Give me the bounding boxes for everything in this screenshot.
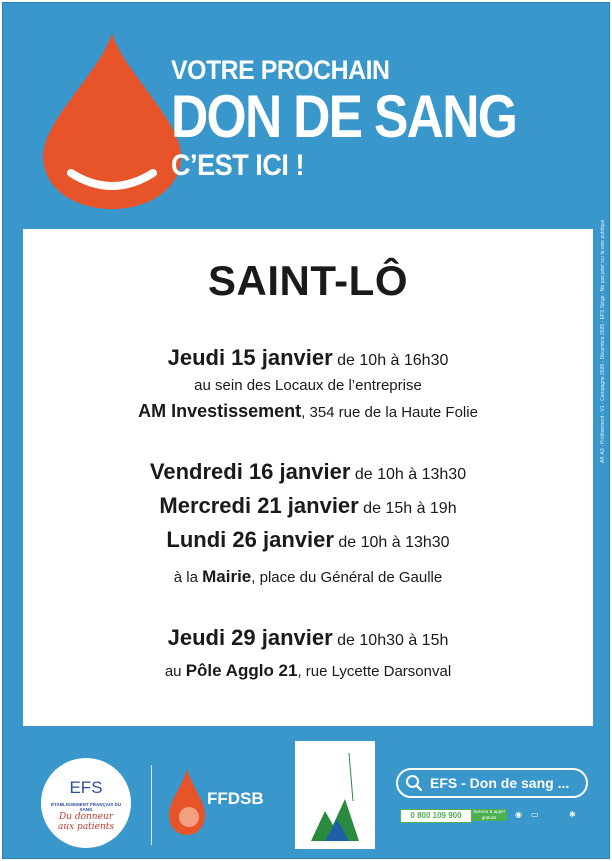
partner-logo <box>295 741 375 849</box>
headline-line-1: VOTRE PROCHAIN <box>171 55 390 85</box>
event-5-place <box>23 661 593 681</box>
headline-line-2: DON DE SANG <box>171 83 517 150</box>
event-5-place-prefix: au <box>164 663 186 680</box>
event-3-date <box>23 493 593 519</box>
efs-slogan-line-2: aux patients <box>57 822 115 832</box>
efs-logo-title: EFS <box>69 778 103 797</box>
poster <box>2 2 610 859</box>
headline-line-3: C’EST ICI ! <box>171 149 305 182</box>
event-5-place-name: Pôle Agglo 21 <box>185 661 298 680</box>
search-text: EFS - Don de sang ... <box>430 775 570 791</box>
event-2-day: Vendredi 16 janvier <box>149 459 351 484</box>
event-4-place <box>23 567 593 587</box>
event-1-place-address: , 354 rue de la Haute Folie <box>301 404 478 421</box>
phone-note: Service & appel gratuits <box>471 809 507 821</box>
app-icon: ◉ <box>515 810 522 819</box>
event-4-place-name: Mairie <box>202 567 252 586</box>
footer-divider <box>151 765 152 845</box>
schedule-panel <box>23 229 593 726</box>
event-4-day: Lundi 26 janvier <box>166 527 334 552</box>
event-4-place-address: , place du Général de Gaulle <box>251 569 443 586</box>
event-5-place-address: , rue Lycette Darsonval <box>297 663 452 680</box>
event-1-day: Jeudi 15 janvier <box>167 345 333 370</box>
headline <box>171 55 572 183</box>
event-1-hours: de 10h à 16h30 <box>332 352 449 369</box>
ffdsb-logo <box>167 763 277 843</box>
event-3-hours: de 15h à 19h <box>358 500 457 517</box>
city-title: SAINT-LÔ <box>208 257 408 304</box>
ffdsb-label: FFDSB <box>207 789 264 808</box>
event-1-place-line-1: au sein des Locaux de l’entreprise <box>194 377 422 394</box>
event-2-date <box>23 459 593 485</box>
event-1-place-line-2 <box>23 401 593 422</box>
event-5-day: Jeudi 29 janvier <box>167 625 333 650</box>
event-3-day: Mercredi 21 janvier <box>159 493 359 518</box>
accessibility-icon: ✱ <box>569 810 576 819</box>
event-4-date <box>23 527 593 553</box>
event-1-place-name: AM Investissement <box>138 401 302 421</box>
event-5-hours: de 10h30 à 15h <box>332 632 449 649</box>
efs-logo <box>41 758 131 848</box>
mountain-logo-icon <box>295 741 375 849</box>
blood-drop-icon <box>41 31 183 211</box>
phone-number: 0 800 109 900 <box>400 809 472 823</box>
search-icon <box>405 774 423 792</box>
event-2-hours: de 10h à 13h30 <box>350 466 467 483</box>
efs-logo-slogan <box>41 812 131 832</box>
efs-slogan-line-1: Du donneur <box>58 812 114 822</box>
event-5-date <box>23 625 593 651</box>
legal-mention: Aff. A3 - Prélèvement - V1 - Campagne 2026 - Décembre 2025 - EFS Siège - Ne pas jeter sur la voie publique <box>600 219 606 463</box>
efs-logo-subtitle: ÉTABLISSEMENT FRANÇAIS DU SANG <box>51 802 121 812</box>
event-4-place-prefix: à la <box>173 569 203 586</box>
efs-search-bar[interactable] <box>396 768 588 798</box>
event-1-date <box>23 345 593 371</box>
ffdsb-drop-icon <box>167 767 207 837</box>
event-4-hours: de 10h à 13h30 <box>333 534 450 551</box>
store-icon: ▭ <box>531 810 539 819</box>
